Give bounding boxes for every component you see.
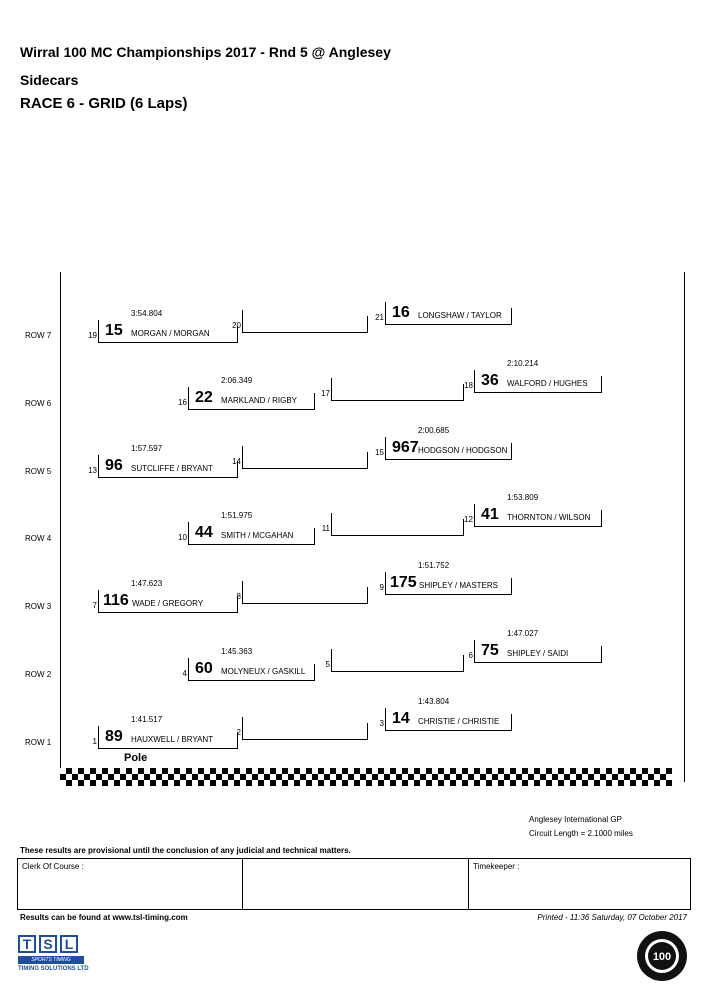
provisional-note: These results are provisional until the conclusion of any judicial and technical matters. (20, 846, 351, 855)
grid-slot-empty (232, 446, 367, 469)
grid-position: 9 (379, 583, 384, 592)
grid-position: 6 (468, 651, 473, 660)
grid-slot (88, 444, 237, 478)
race-number: 89 (105, 728, 123, 745)
grid-slot (92, 715, 237, 749)
grid-slot (468, 629, 601, 663)
rider-names: HAUXWELL / BRYANT (131, 735, 214, 744)
race-number: 41 (481, 506, 499, 523)
rider-names: SHIPLEY / MASTERS (419, 581, 498, 590)
grid-position: 1 (92, 737, 97, 746)
grid-slot (92, 579, 237, 613)
class-title: Sidecars (20, 72, 79, 88)
tsl-tagline: SPORTS TIMING (18, 956, 84, 964)
race-number: 14 (392, 710, 410, 727)
tsl-letter: S (39, 935, 57, 953)
rider-names: HODGSON / HODGSON (418, 446, 508, 455)
lap-time: 1:47.623 (131, 579, 163, 588)
rider-names: WALFORD / HUGHES (507, 379, 588, 388)
grid-position: 21 (375, 313, 384, 322)
grid-slot-empty (236, 581, 367, 604)
grid-slot-empty (325, 649, 463, 672)
pole-label: Pole (124, 752, 148, 764)
row-label: ROW 3 (25, 602, 52, 611)
grid-slot (464, 493, 601, 527)
grid-slot (375, 426, 511, 460)
race-number: 22 (195, 389, 213, 406)
grid-position: 5 (325, 660, 330, 669)
results-url: Results can be found at www.tsl-timing.com (20, 913, 188, 922)
grid-position: 17 (321, 389, 330, 398)
tsl-company: TIMING SOLUTIONS LTD (18, 966, 89, 972)
race-number: 60 (195, 660, 213, 677)
row-label: ROW 4 (25, 534, 52, 543)
circuit-length: Circuit Length = 2.1000 miles (529, 829, 633, 838)
grid-slot (178, 376, 314, 410)
grid-position: 2 (236, 728, 241, 737)
lap-time: 3:54.804 (131, 309, 163, 318)
grid-position: 18 (464, 381, 473, 390)
lap-time: 1:43.804 (418, 697, 450, 706)
rider-names: MOLYNEUX / GASKILL (221, 667, 306, 676)
tsl-letter: L (60, 935, 78, 953)
event-title: Wirral 100 MC Championships 2017 - Rnd 5 @ Anglesey (20, 44, 391, 60)
race-number: 116 (103, 592, 129, 609)
race-number: 36 (481, 372, 499, 389)
club-number: 100 (652, 951, 672, 963)
race-number: 16 (392, 304, 410, 321)
grid-slot (379, 697, 511, 731)
lap-time: 1:45.363 (221, 647, 253, 656)
grid-position: 19 (88, 331, 97, 340)
grid-position: 7 (92, 601, 97, 610)
rider-names: SUTCLIFFE / BRYANT (131, 464, 213, 473)
grid-position: 3 (379, 719, 384, 728)
rider-names: SMITH / MCGAHAN (221, 531, 294, 540)
grid-slot-empty (232, 310, 367, 333)
grid-slot-empty (321, 513, 463, 536)
tsl-letter: T (18, 935, 36, 953)
lap-time: 1:47.027 (507, 629, 539, 638)
grid-slot (379, 561, 511, 595)
clerk-of-course-cell: Clerk Of Course : (18, 859, 243, 909)
grid-slot (178, 511, 314, 545)
timekeeper-cell: Timekeeper : (473, 862, 520, 871)
grid-position: 11 (321, 524, 330, 533)
lap-time: 2:06.349 (221, 376, 253, 385)
wirral-motor-club-logo (636, 930, 688, 982)
rider-names: WADE / GREGORY (132, 599, 204, 608)
race-title: RACE 6 - GRID (6 Laps) (20, 95, 188, 112)
row-label: ROW 7 (25, 331, 52, 340)
row-label: ROW 1 (25, 738, 52, 747)
grid-slot (375, 302, 511, 325)
lap-time: 2:10.214 (507, 359, 539, 368)
lap-time: 1:41.517 (131, 715, 163, 724)
lap-time: 1:51.752 (418, 561, 450, 570)
race-number: 175 (390, 574, 417, 591)
race-number: 44 (195, 524, 213, 541)
rider-names: SHIPLEY / SAIDI (507, 649, 569, 658)
grid-position: 13 (88, 466, 97, 475)
lap-time: 2:00.685 (418, 426, 450, 435)
lap-time: 1:53.809 (507, 493, 539, 502)
race-number: 75 (481, 642, 499, 659)
grid-position: 8 (236, 592, 241, 601)
grid-slot (182, 647, 314, 681)
race-number: 967 (392, 439, 419, 456)
grid-position: 14 (232, 457, 241, 466)
grid-position: 16 (178, 398, 187, 407)
lap-time: 1:57.597 (131, 444, 163, 453)
grid-slot-empty (321, 378, 463, 401)
rider-names: LONGSHAW / TAYLOR (418, 311, 502, 320)
lap-time: 1:51.975 (221, 511, 253, 520)
signature-blank-cell (243, 859, 469, 909)
grid-position: 20 (232, 321, 241, 330)
race-number: 96 (105, 457, 123, 474)
grid-slot (88, 309, 237, 343)
row-label: ROW 6 (25, 399, 52, 408)
grid-position: 10 (178, 533, 187, 542)
rider-names: MARKLAND / RIGBY (221, 396, 298, 405)
grid-position: 15 (375, 448, 384, 457)
rider-names: MORGAN / MORGAN (131, 329, 210, 338)
circuit-name: Anglesey International GP (529, 815, 622, 824)
grid-slot-empty (236, 717, 367, 740)
chequered-flag-line (60, 768, 672, 786)
row-label: ROW 2 (25, 670, 52, 679)
row-label: ROW 5 (25, 467, 52, 476)
rider-names: CHRISTIE / CHRISTIE (418, 717, 500, 726)
grid-slot (464, 359, 601, 393)
grid-position: 12 (464, 515, 473, 524)
race-number: 15 (105, 322, 123, 339)
signature-table (17, 858, 691, 910)
grid-position: 4 (182, 669, 187, 678)
rider-names: THORNTON / WILSON (507, 513, 591, 522)
tsl-logo (18, 935, 89, 972)
printed-timestamp: Printed - 11:36 Saturday, 07 October 2017 (537, 913, 687, 922)
